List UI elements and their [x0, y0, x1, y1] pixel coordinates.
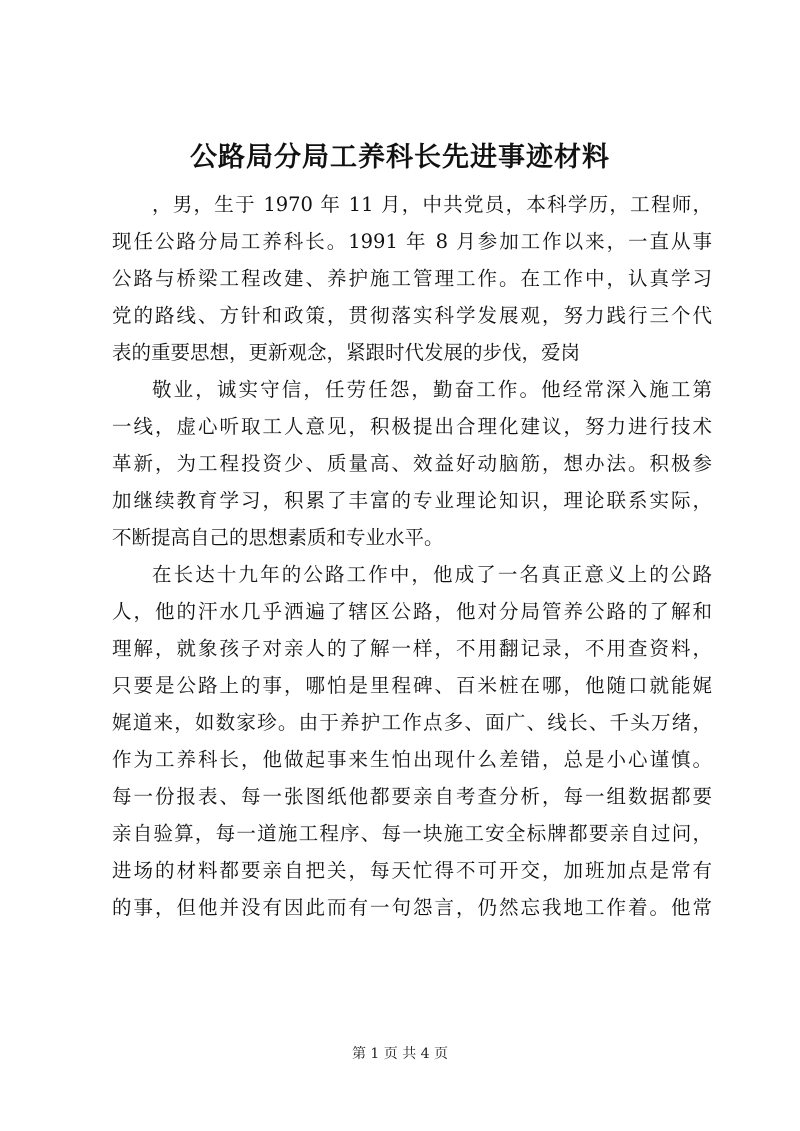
- body-line: 加继续教育学习，积累了丰富的专业理论知识，理论联系实际，: [112, 489, 712, 512]
- body-line: 理解，就象孩子对亲人的了解一样，不用翻记录，不用查资料，: [112, 637, 712, 660]
- body-line: 革新，为工程投资少、质量高、效益好动脑筋，想办法。积极参: [112, 452, 712, 475]
- document-body: [112, 186, 712, 926]
- body-line: 表的重要思想，更新观念，紧跟时代发展的步伐，爱岗: [112, 341, 581, 364]
- body-line: 只要是公路上的事，哪怕是里程碑、百米桩在哪，他随口就能娓: [112, 674, 712, 697]
- body-line: 现任公路分局工养科长。1991 年 8 月参加工作以来，一直从事: [112, 230, 712, 253]
- body-line: 敬业，诚实守信，任劳任怨，勤奋工作。他经常深入施工第: [152, 378, 712, 401]
- body-line: 一线，虚心听取工人意见，积极提出合理化建议，努力进行技术: [112, 415, 712, 438]
- page-footer: 第 1 页 共 4 页: [351, 1046, 449, 1062]
- body-line: 进场的材料都要亲自把关，每天忙得不可开交，加班加点是常有: [112, 859, 712, 882]
- body-line: 娓道来，如数家珍。由于养护工作点多、面广、线长、千头万绪，: [112, 711, 712, 734]
- body-line: 党的路线、方针和政策，贯彻落实科学发展观，努力践行三个代: [112, 304, 712, 327]
- body-line: 公路与桥梁工程改建、养护施工管理工作。在工作中，认真学习: [112, 267, 712, 290]
- body-line: 不断提高自己的思想素质和专业水平。: [112, 526, 444, 549]
- body-line: ，男，生于 1970 年 11 月，中共党员，本科学历，工程师，: [152, 193, 712, 216]
- body-line: 在长达十九年的公路工作中，他成了一名真正意义上的公路: [152, 563, 712, 586]
- body-line: 亲自验算，每一道施工程序、每一块施工安全标牌都要亲自过问，: [112, 822, 712, 845]
- body-line: 作为工养科长，他做起事来生怕出现什么差错，总是小心谨慎。: [112, 748, 712, 771]
- body-line: 人，他的汗水几乎洒遍了辖区公路，他对分局管养公路的了解和: [112, 600, 712, 623]
- body-line: 每一份报表、每一张图纸他都要亲自考查分析，每一组数据都要: [112, 785, 712, 808]
- document-title: 公路局分局工养科长先进事迹材料: [190, 142, 610, 173]
- body-line: 的事，但他并没有因此而有一句怨言，仍然忘我地工作着。他常: [112, 896, 712, 919]
